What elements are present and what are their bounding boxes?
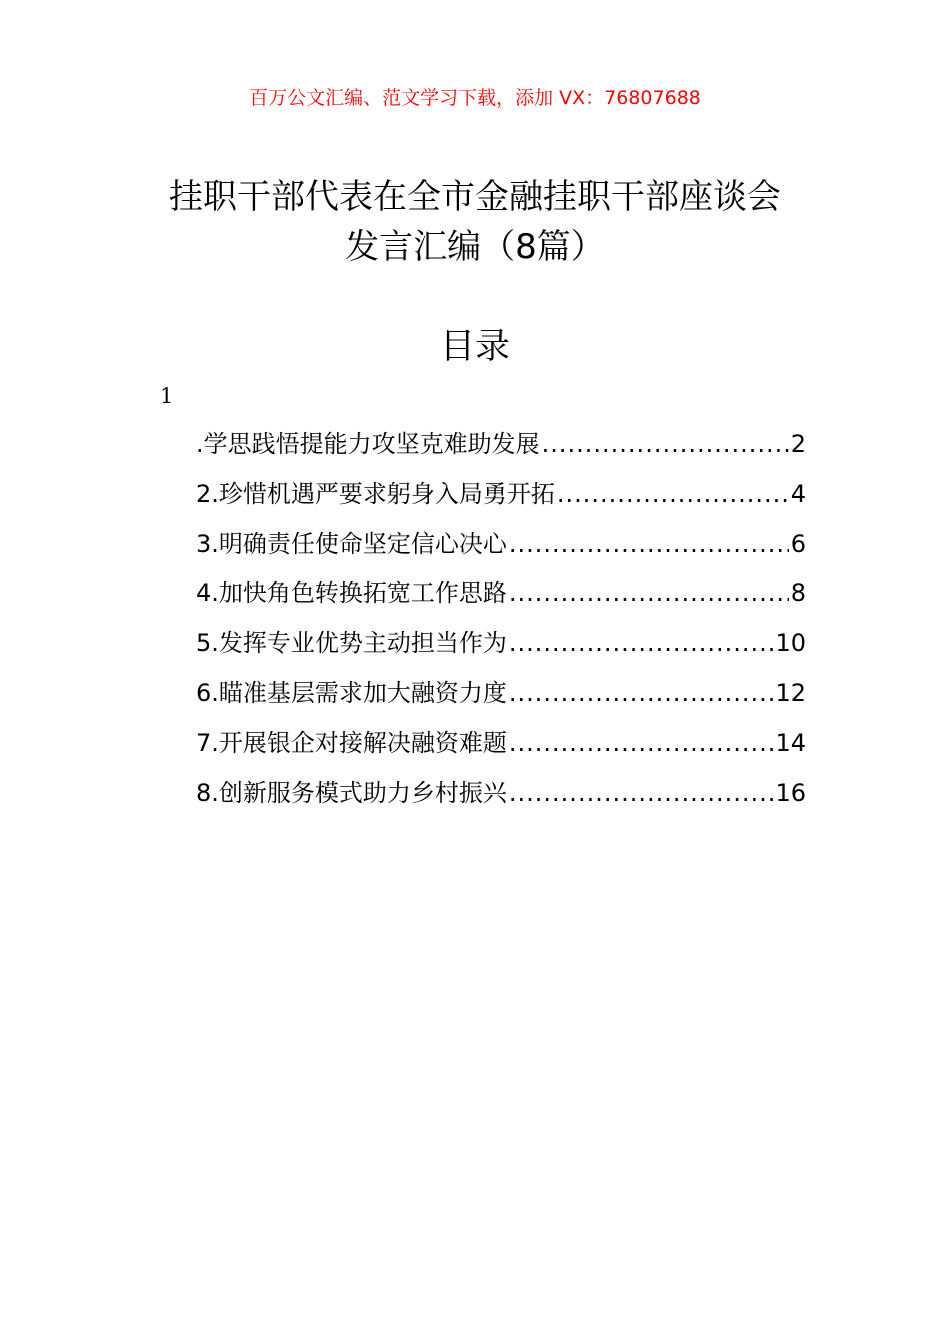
toc-leader-dots (542, 424, 789, 464)
document-title-line1: 挂职干部代表在全市金融挂职干部座谈会 (169, 177, 781, 217)
toc-entry-2[interactable] (196, 474, 806, 524)
toc-leader-dots (509, 673, 774, 713)
toc-entry-page: 2 (790, 430, 806, 458)
toc-leader-dots (509, 573, 789, 613)
toc-leader-dots (509, 723, 774, 763)
toc-leader-dots (509, 773, 774, 813)
toc-entry-page: 14 (775, 728, 806, 757)
toc-entry-page: 12 (775, 678, 806, 707)
toc-entry-title: 5.发挥专业优势主动担当作为 (196, 629, 507, 658)
section-number: 1 (160, 384, 174, 408)
header-ad-text: 百万公文汇编、范文学习下载，添加 VX：76807688 (249, 87, 701, 109)
toc-entry-5[interactable] (196, 623, 806, 673)
toc-entry-page: 4 (790, 479, 806, 508)
toc-entry-page: 8 (790, 579, 806, 608)
toc-entry-title: 2.珍惜机遇严要求躬身入局勇开拓 (196, 479, 555, 508)
toc-entry-title: 3.明确责任使命坚定信心决心 (196, 529, 507, 558)
toc-entry-8[interactable] (196, 773, 806, 823)
toc-entry-page: 16 (775, 778, 806, 807)
toc-entry-page: 6 (790, 529, 806, 558)
toc-entry-3[interactable] (196, 524, 806, 574)
table-of-contents (196, 424, 806, 822)
toc-entry-page: 10 (775, 629, 806, 658)
toc-leader-dots (509, 524, 789, 564)
toc-entry-title: .学思践悟提能力攻坚克难助发展 (196, 430, 540, 458)
toc-entry-7[interactable] (196, 723, 806, 773)
toc-heading: 目录 (439, 327, 510, 367)
toc-entry-title: 7.开展银企对接解决融资难题 (196, 728, 507, 757)
toc-entry-6[interactable] (196, 673, 806, 723)
document-title-line2: 发言汇编（8篇） (345, 227, 605, 267)
toc-entry-title: 8.创新服务模式助力乡村振兴 (196, 778, 507, 807)
toc-entry-4[interactable] (196, 573, 806, 623)
toc-entry-title: 4.加快角色转换拓宽工作思路 (196, 579, 507, 608)
toc-entry-1[interactable] (196, 424, 806, 474)
toc-entry-title: 6.瞄准基层需求加大融资力度 (196, 678, 507, 707)
toc-leader-dots (509, 623, 774, 663)
toc-leader-dots (557, 474, 789, 514)
